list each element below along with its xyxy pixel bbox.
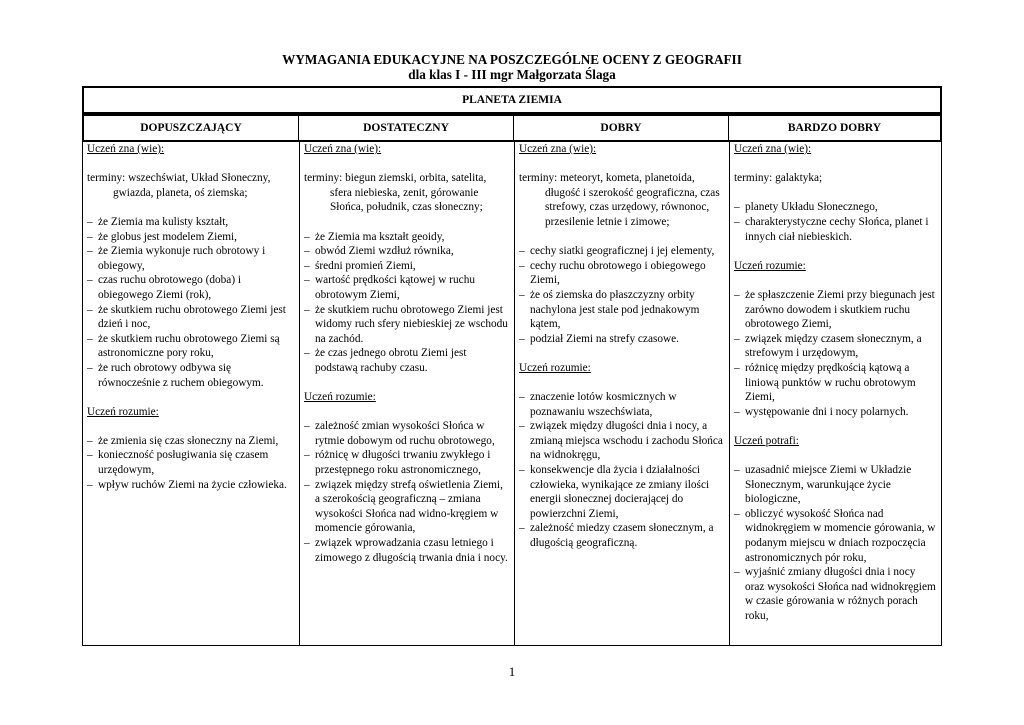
requirement-item xyxy=(304,448,510,477)
column-bardzo-dobry xyxy=(729,142,941,645)
spacer xyxy=(87,200,295,215)
requirement-item xyxy=(304,419,510,448)
requirement-text: obwód Ziemi wzdłuż równika, xyxy=(315,245,454,258)
terms-list: terminy: wszechświat, Układ Słoneczny, gwiazda, planeta, oś ziemska; xyxy=(87,172,271,199)
dash-bullet-icon: – xyxy=(304,347,310,360)
requirement-item xyxy=(304,346,510,375)
requirement-item xyxy=(519,463,725,521)
spacer xyxy=(304,157,510,172)
requirement-item xyxy=(87,478,295,493)
requirement-text: zależność zmian wysokości Słońca w rytmie dobowym od ruchu obrotowego, xyxy=(315,420,495,447)
grade-header-dostateczny: DOSTATECZNY xyxy=(298,116,513,140)
requirement-text: że skutkiem ruchu obrotowego Ziemi jest widomy ruch sfery niebieskiej ze wschodu na zachód. xyxy=(315,303,508,345)
section-label: Uczeń zna (wie): xyxy=(304,143,382,155)
requirement-text: podział Ziemi na strefy czasowe. xyxy=(530,332,679,345)
requirement-item xyxy=(734,288,937,332)
spacer xyxy=(87,390,295,405)
requirement-text: że Ziemia wykonuje ruch obrotowy i obiegowy, xyxy=(98,245,266,272)
requirement-text: że oś ziemska do płaszczyzny orbity nachylona jest stale pod jednakowym kątem, xyxy=(530,288,700,331)
dash-bullet-icon: – xyxy=(519,420,525,433)
dash-bullet-icon: – xyxy=(734,288,740,301)
section-label: Uczeń zna (wie): xyxy=(734,143,812,155)
requirement-item xyxy=(87,215,295,230)
terms-list: terminy: meteoryt, kometa, planetoida, długość i szerokość geograficzna, czas strefowy, czas urzędowy, równonoc, przesilenie letnie i zimowe; xyxy=(519,172,720,228)
requirement-item xyxy=(734,332,937,361)
grade-header-dobry: DOBRY xyxy=(513,116,728,140)
dash-bullet-icon: – xyxy=(304,230,310,243)
spacer xyxy=(304,215,510,230)
requirement-item xyxy=(304,478,510,536)
requirement-item xyxy=(87,230,295,245)
dash-bullet-icon: – xyxy=(304,449,310,462)
requirement-text: że zmienia się czas słoneczny na Ziemi, xyxy=(98,434,279,447)
requirement-item xyxy=(304,244,510,259)
dash-bullet-icon: – xyxy=(734,332,740,345)
requirement-text: związek wprowadzania czasu letniego i zimowego z długością trwania dnia i nocy. xyxy=(315,537,508,564)
spacer xyxy=(519,230,725,245)
dash-bullet-icon: – xyxy=(304,245,310,258)
spacer xyxy=(734,186,937,201)
requirement-item xyxy=(87,273,295,302)
section-label: Uczeń rozumie: xyxy=(734,259,806,272)
requirement-item xyxy=(304,230,510,245)
requirement-text: że czas jednego obrotu Ziemi jest podstawą rachuby czasu. xyxy=(315,347,467,374)
spacer xyxy=(734,273,937,288)
dash-bullet-icon: – xyxy=(87,230,93,243)
section-label: Uczeń rozumie: xyxy=(304,391,376,404)
dash-bullet-icon: – xyxy=(304,537,310,550)
grade-header-bardzo-dobry: BARDZO DOBRY xyxy=(728,116,940,140)
section-label: Uczeń rozumie: xyxy=(87,405,159,418)
spacer xyxy=(734,244,937,259)
dash-bullet-icon: – xyxy=(304,420,310,433)
dash-bullet-icon: – xyxy=(304,259,310,272)
dash-bullet-icon: – xyxy=(734,507,740,520)
spacer xyxy=(519,376,725,391)
requirement-text: że globus jest modelem Ziemi, xyxy=(98,230,237,243)
requirement-text: średni promień Ziemi, xyxy=(315,259,416,272)
requirement-item xyxy=(734,463,937,507)
dash-bullet-icon: – xyxy=(87,332,93,345)
requirement-item xyxy=(734,507,937,565)
requirement-item xyxy=(734,405,937,420)
requirement-item xyxy=(734,361,937,405)
requirement-text: planety Układu Słonecznego, xyxy=(745,201,878,214)
requirement-item xyxy=(519,390,725,419)
requirement-text: uzasadnić miejsce Ziemi w Układzie Słonecznym, warunkujące życie biologiczne, xyxy=(745,464,912,506)
requirement-item xyxy=(734,565,937,623)
requirement-item xyxy=(87,361,295,390)
document-subtitle: dla klas I - III mgr Małgorzata Ślaga xyxy=(408,67,616,82)
dash-bullet-icon: – xyxy=(734,566,740,579)
dash-bullet-icon: – xyxy=(734,361,740,374)
spacer xyxy=(87,419,295,434)
requirement-item xyxy=(304,303,510,347)
requirement-item xyxy=(87,332,295,361)
terms-list: terminy: biegun ziemski, orbita, satelita, sfera niebieska, zenit, górowanie Słońca, południk, czas słoneczny; xyxy=(304,172,487,214)
dash-bullet-icon: – xyxy=(304,274,310,287)
requirement-text: różnicę w długości trwaniu zwykłego i przestępnego roku astronomicznego, xyxy=(315,449,491,477)
requirement-text: wyjaśnić zmiany długości dnia i nocy oraz wysokości Słońca nad widnokręgiem w czasie górowania w różnych porach roku, xyxy=(745,566,936,622)
spacer xyxy=(519,157,725,172)
requirement-item xyxy=(304,273,510,302)
requirement-item xyxy=(519,419,725,463)
requirement-text: cechy siatki geograficznej i jej elementy, xyxy=(530,245,715,258)
requirement-item xyxy=(734,200,937,215)
dash-bullet-icon: – xyxy=(519,522,525,535)
requirement-item xyxy=(304,259,510,274)
dash-bullet-icon: – xyxy=(87,215,93,228)
requirement-text: że spłaszczenie Ziemi przy biegunach jest zarówno dowodem i skutkiem ruchu obrotowego Ziemi, xyxy=(745,288,935,331)
requirement-item xyxy=(734,215,937,244)
column-dobry xyxy=(514,142,729,645)
dash-bullet-icon: – xyxy=(519,332,525,345)
requirement-text: różnicę między prędkością kątową a liniową punktów w ruchu obrotowym Ziemi, xyxy=(745,361,916,404)
spacer xyxy=(87,157,295,172)
requirement-item xyxy=(519,244,725,259)
requirement-item xyxy=(87,434,295,449)
section-label: Uczeń rozumie: xyxy=(519,361,591,374)
requirement-text: wpływ ruchów Ziemi na życie człowieka. xyxy=(98,478,287,491)
requirement-text: związek między długości dnia i nocy, a zmianą miejsca wschodu i zachodu Słońca na widnokręgu, xyxy=(530,420,723,462)
terms-list: terminy: galaktyka; xyxy=(734,172,823,185)
dash-bullet-icon: – xyxy=(87,478,93,491)
spacer xyxy=(734,448,937,463)
section-label: Uczeń potrafi: xyxy=(734,434,799,447)
dash-bullet-icon: – xyxy=(519,288,525,301)
dash-bullet-icon: – xyxy=(519,464,525,477)
dash-bullet-icon: – xyxy=(87,434,93,447)
requirement-text: że ruch obrotowy odbywa się równocześnie z ruchem obiegowym. xyxy=(98,361,264,389)
dash-bullet-icon: – xyxy=(519,391,525,404)
dash-bullet-icon: – xyxy=(519,245,525,258)
requirement-text: związek między strefą oświetlenia Ziemi, a szerokością geograficzną – zmiana wysokości Słońca nad widno-kręgiem w momencie górowania, xyxy=(315,478,503,535)
requirement-item xyxy=(519,521,725,550)
requirement-item xyxy=(87,244,295,273)
dash-bullet-icon: – xyxy=(519,259,525,272)
requirement-text: zależność miedzy czasem słonecznym, a długością geograficzną. xyxy=(530,522,714,550)
requirement-text: że skutkiem ruchu obrotowego Ziemi są astronomiczne pory roku, xyxy=(98,332,280,360)
page-number: 1 xyxy=(508,664,516,679)
dash-bullet-icon: – xyxy=(304,478,310,491)
requirement-text: że skutkiem ruchu obrotowego Ziemi jest dzień i noc, xyxy=(98,303,286,331)
spacer xyxy=(734,419,937,434)
dash-bullet-icon: – xyxy=(87,274,93,287)
grade-header-row xyxy=(82,114,942,142)
section-label: Uczeń zna (wie): xyxy=(87,143,165,155)
requirement-text: cechy ruchu obrotowego i obiegowego Ziemi, xyxy=(530,259,706,287)
column-dostateczny xyxy=(299,142,514,645)
requirements-table xyxy=(82,142,942,646)
dash-bullet-icon: – xyxy=(87,303,93,316)
requirement-item xyxy=(87,303,295,332)
dash-bullet-icon: – xyxy=(87,449,93,462)
dash-bullet-icon: – xyxy=(87,245,93,258)
requirement-text: znaczenie lotów kosmicznych w poznawaniu wszechświata, xyxy=(530,391,677,418)
dash-bullet-icon: – xyxy=(734,405,740,418)
requirement-text: konieczność posługiwania się czasem urzędowym, xyxy=(98,449,269,477)
spacer xyxy=(304,405,510,420)
column-dopuszczajacy xyxy=(83,142,299,645)
requirement-text: konsekwencje dla życia i działalności człowieka, wynikające ze zmiany ilości energii słonecznej docierającej do powierzchni Ziemi, xyxy=(530,464,710,520)
dash-bullet-icon: – xyxy=(734,201,740,214)
section-label: Uczeń zna (wie): xyxy=(519,143,597,155)
dash-bullet-icon: – xyxy=(734,464,740,477)
spacer xyxy=(734,157,937,172)
requirement-item xyxy=(304,536,510,565)
document-title: WYMAGANIA EDUKACYJNE NA POSZCZEGÓLNE OCENY Z GEOGRAFII xyxy=(282,52,742,67)
section-header xyxy=(82,86,942,114)
requirement-text: wartość prędkości kątowej w ruchu obrotowym Ziemi, xyxy=(315,274,475,301)
requirement-text: występowanie dni i nocy polarnych. xyxy=(745,405,909,418)
spacer xyxy=(304,376,510,391)
requirement-text: że Ziemia ma kulisty kształt, xyxy=(98,215,229,228)
spacer xyxy=(519,346,725,361)
dash-bullet-icon: – xyxy=(304,303,310,316)
requirement-item xyxy=(519,259,725,288)
requirement-text: związek między czasem słonecznym, a strefowym i urzędowym, xyxy=(745,332,922,360)
requirement-item xyxy=(87,448,295,477)
requirement-item xyxy=(519,288,725,332)
requirement-text: że Ziemia ma kształt geoidy, xyxy=(315,230,445,243)
section-title: PLANETA ZIEMIA xyxy=(462,94,562,106)
requirement-item xyxy=(519,332,725,347)
requirement-text: czas ruchu obrotowego (doba) i obiegowego Ziemi (rok), xyxy=(98,274,242,301)
grade-header-dopuszczajacy: DOPUSZCZAJĄCY xyxy=(140,122,242,134)
dash-bullet-icon: – xyxy=(734,215,740,228)
dash-bullet-icon: – xyxy=(87,361,93,374)
requirement-text: charakterystyczne cechy Słońca, planet i innych ciał niebieskich. xyxy=(745,215,929,243)
requirement-text: obliczyć wysokość Słońca nad widnokręgiem w momencie górowania, w podanym miejscu w dniach rozpoczęcia astronomicznych pór roku, xyxy=(745,507,936,564)
